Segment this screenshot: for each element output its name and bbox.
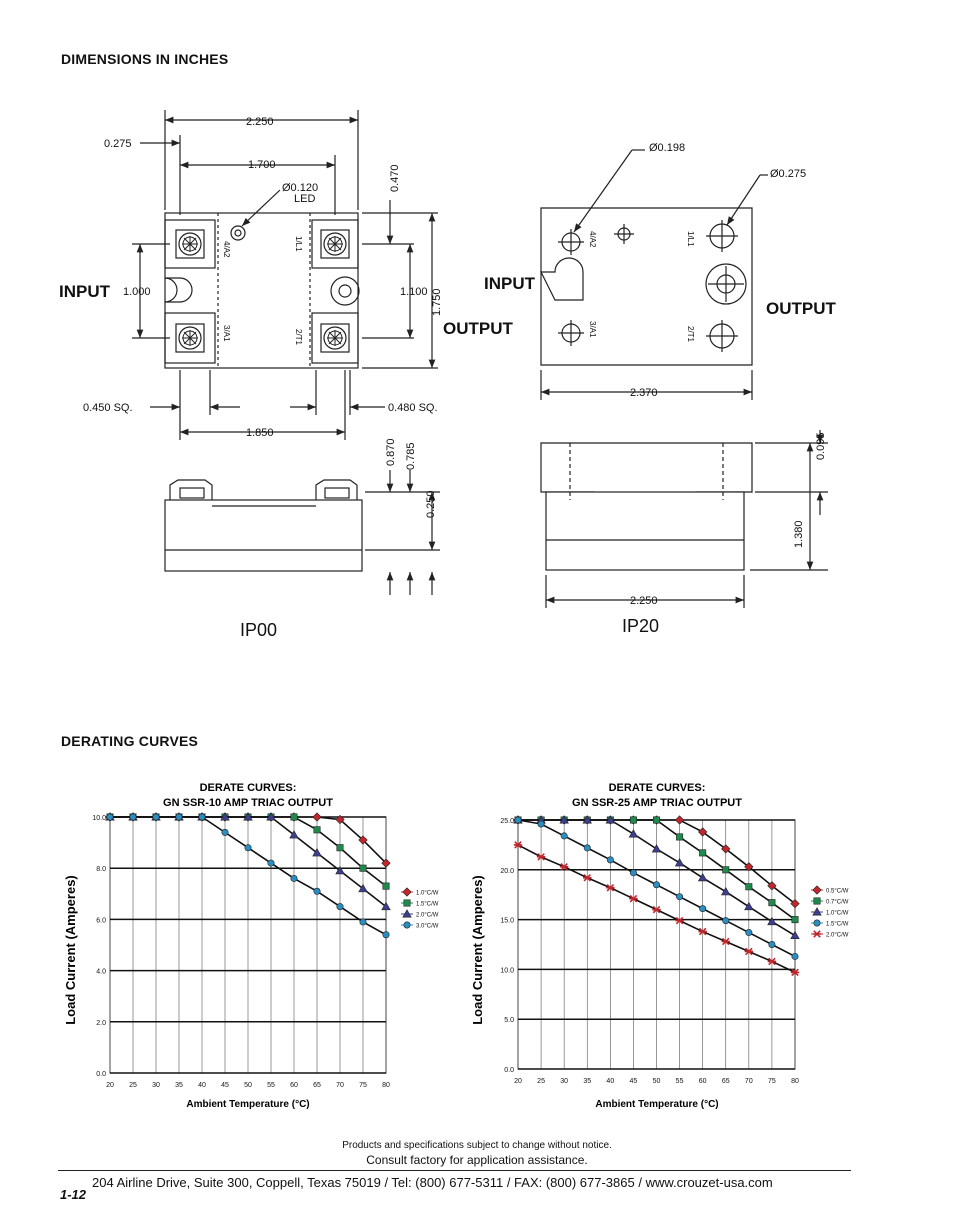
chart-legend <box>401 888 439 930</box>
legend-marker <box>814 920 820 926</box>
dim-1700: 1.700 <box>248 159 276 171</box>
dim-2250: 2.250 <box>246 116 274 128</box>
x-tick-label: 45 <box>629 1078 638 1085</box>
plot-area <box>500 816 799 1085</box>
dim-1100: 1.100 <box>400 286 428 298</box>
terminal-1l1: 1/L1 <box>294 236 303 252</box>
y-tick-label: 20.0 <box>500 867 514 875</box>
legend-label: 1.0°C/W <box>826 910 849 917</box>
ip20-side-view <box>541 443 752 570</box>
terminal-4a2: 4/A2 <box>588 231 597 248</box>
data-point <box>107 814 113 820</box>
x-tick-label: 75 <box>768 1078 776 1085</box>
legend-marker <box>404 900 410 906</box>
ip00-label: IP00 <box>240 620 278 640</box>
chart-title: DERATE CURVES: <box>608 782 706 794</box>
dim-0470: 0.470 <box>389 164 401 192</box>
screw-icon <box>176 230 204 258</box>
legend-label: 3.0°C/W <box>416 923 439 930</box>
legend-label: 2.0°C/W <box>826 932 849 939</box>
footer-divider <box>58 1170 851 1171</box>
data-point <box>291 875 297 881</box>
plot-area <box>92 813 390 1089</box>
data-point <box>769 941 775 947</box>
legend-label: 2.0°C/W <box>416 912 439 919</box>
data-point <box>314 827 320 833</box>
y-tick-label: 6.0 <box>96 917 106 925</box>
data-point <box>314 888 320 894</box>
dim-1000: 1.000 <box>123 286 151 298</box>
ip20-output-label: OUTPUT <box>766 299 836 318</box>
data-point <box>153 814 159 820</box>
dim-0250: 0.250 <box>425 490 437 518</box>
x-tick-label: 45 <box>221 1082 229 1089</box>
terminal-1l1: 1/L1 <box>686 231 695 247</box>
ip20-top-view <box>541 208 752 365</box>
data-point <box>561 833 567 839</box>
ip20-input-label: INPUT <box>484 274 535 293</box>
legend-label: 0.7°C/W <box>826 899 849 906</box>
ip00-input-label: INPUT <box>59 282 110 301</box>
legend-marker <box>814 898 820 904</box>
derate-chart-25a <box>465 775 865 1120</box>
data-point <box>723 867 729 873</box>
x-axis-label: Ambient Temperature (°C) <box>595 1099 719 1110</box>
data-point <box>676 893 682 899</box>
led-label: LED <box>294 193 316 205</box>
legend-label: 0.5°C/W <box>826 888 849 895</box>
data-point <box>792 916 798 922</box>
legend-label: 1.5°C/W <box>826 921 849 928</box>
x-tick-label: 55 <box>267 1082 275 1089</box>
y-tick-label: 2.0 <box>96 1019 106 1027</box>
data-point <box>337 845 343 851</box>
legend-marker <box>813 886 821 894</box>
footer-note: Products and specifications subject to change without notice. <box>342 1140 612 1151</box>
data-point <box>607 857 613 863</box>
data-point <box>746 884 752 890</box>
data-point <box>222 829 228 835</box>
y-axis-label: Load Current (Amperes) <box>470 875 485 1025</box>
derate-chart-10a <box>60 775 460 1120</box>
dim-0275: 0.275 <box>104 138 132 150</box>
data-point <box>630 817 636 823</box>
terminal-4a2: 4/A2 <box>222 241 231 258</box>
x-axis-label: Ambient Temperature (°C) <box>186 1099 310 1110</box>
y-tick-label: 10.0 <box>92 815 106 822</box>
data-point <box>699 905 705 911</box>
x-tick-label: 60 <box>290 1082 298 1089</box>
ip20-label: IP20 <box>622 616 660 636</box>
dim-1850: 1.850 <box>246 427 274 439</box>
x-tick-label: 70 <box>336 1082 344 1089</box>
dim-0870: 0.870 <box>385 438 397 466</box>
screw-icon <box>321 230 349 258</box>
dim-0480-sq: 0.480 SQ. <box>388 402 438 414</box>
data-point <box>176 814 182 820</box>
data-point <box>584 845 590 851</box>
x-tick-label: 75 <box>359 1082 367 1089</box>
x-tick-label: 30 <box>152 1082 160 1089</box>
y-tick-label: 8.0 <box>96 866 106 874</box>
data-point <box>699 850 705 856</box>
y-tick-label: 4.0 <box>96 968 106 976</box>
data-point <box>360 865 366 871</box>
y-tick-label: 15.0 <box>500 917 514 925</box>
x-tick-label: 65 <box>721 1078 730 1085</box>
x-tick-label: 60 <box>698 1078 707 1085</box>
legend-marker <box>403 888 411 896</box>
data-point <box>130 814 136 820</box>
chart-title: DERATE CURVES: <box>199 782 297 794</box>
legend-marker <box>404 922 410 928</box>
x-tick-label: 35 <box>175 1082 183 1089</box>
legend-marker <box>813 931 821 937</box>
data-point <box>515 817 521 823</box>
dim-0450-sq: 0.450 SQ. <box>83 402 133 414</box>
legend-label: 1.0°C/W <box>416 890 439 897</box>
terminal-2t1: 2/T1 <box>686 326 695 343</box>
x-tick-label: 70 <box>744 1078 753 1085</box>
data-point <box>268 860 274 866</box>
data-point <box>199 814 205 820</box>
data-point <box>653 882 659 888</box>
screw-icon <box>321 324 349 352</box>
y-tick-label: 10.0 <box>500 967 514 975</box>
terminal-2t1: 2/T1 <box>294 329 303 346</box>
x-tick-label: 50 <box>652 1078 661 1085</box>
data-point <box>245 845 251 851</box>
screw-icon <box>176 324 204 352</box>
terminal-3a1: 3/A1 <box>588 321 597 338</box>
y-tick-label: 0.0 <box>504 1067 514 1074</box>
chart-subtitle: GN SSR-25 AMP TRIAC OUTPUT <box>572 797 742 809</box>
y-tick-label: 5.0 <box>504 1017 514 1025</box>
data-point <box>723 917 729 923</box>
x-tick-label: 40 <box>606 1078 615 1085</box>
data-point <box>676 834 682 840</box>
data-point <box>383 883 389 889</box>
ip00-side-view <box>165 480 362 571</box>
footer-consult: Consult factory for application assistance. <box>366 1153 588 1167</box>
data-point <box>538 821 544 827</box>
x-tick-label: 25 <box>537 1078 545 1085</box>
x-tick-label: 30 <box>560 1078 569 1085</box>
chart-subtitle: GN SSR-10 AMP TRIAC OUTPUT <box>163 797 333 809</box>
dim-hole-0120: Ø0.120 <box>282 182 319 194</box>
data-point <box>653 817 659 823</box>
data-point <box>383 932 389 938</box>
x-tick-label: 50 <box>244 1082 252 1089</box>
dim-hole-0198: Ø0.198 <box>649 142 686 154</box>
x-tick-label: 35 <box>583 1078 592 1085</box>
terminal-3a1: 3/A1 <box>222 325 231 342</box>
data-point <box>337 903 343 909</box>
data-point <box>291 814 297 820</box>
data-point <box>792 953 798 959</box>
x-tick-label: 80 <box>382 1082 390 1089</box>
dim-hole-0275: Ø0.275 <box>770 168 807 180</box>
data-point <box>769 899 775 905</box>
x-tick-label: 80 <box>791 1078 799 1085</box>
legend-label: 1.5°C/W <box>416 901 439 908</box>
x-tick-label: 25 <box>129 1082 137 1089</box>
y-tick-label: 0.0 <box>96 1071 106 1078</box>
y-tick-label: 25.0 <box>500 818 514 825</box>
x-tick-label: 20 <box>106 1082 114 1089</box>
dim-2370: 2.370 <box>630 387 658 399</box>
dim-0785: 0.785 <box>405 442 417 470</box>
footer-address: 204 Airline Drive, Suite 300, Coppell, Texas 75019 / Tel: (800) 677-5311 / FAX: (800) 677-3865 / www.crouzet-usa.com <box>92 1175 773 1190</box>
x-tick-label: 55 <box>675 1078 684 1085</box>
dim-2250: 2.250 <box>630 595 658 607</box>
dimensions-heading: DIMENSIONS IN INCHES <box>61 51 229 67</box>
y-axis-label: Load Current (Amperes) <box>63 875 78 1025</box>
x-tick-label: 40 <box>198 1082 206 1089</box>
dim-1380: 1.380 <box>793 520 805 548</box>
x-tick-label: 65 <box>313 1082 321 1089</box>
data-point <box>630 870 636 876</box>
data-point <box>360 919 366 925</box>
x-tick-label: 20 <box>514 1078 522 1085</box>
derating-heading: DERATING CURVES <box>61 733 199 749</box>
page-number: 1-12 <box>60 1187 87 1202</box>
data-point <box>746 929 752 935</box>
dim-1750: 1.750 <box>431 288 443 316</box>
ip00-output-label: OUTPUT <box>443 319 513 338</box>
dim-0095: 0.095 <box>815 432 827 460</box>
chart-legend <box>811 886 849 939</box>
